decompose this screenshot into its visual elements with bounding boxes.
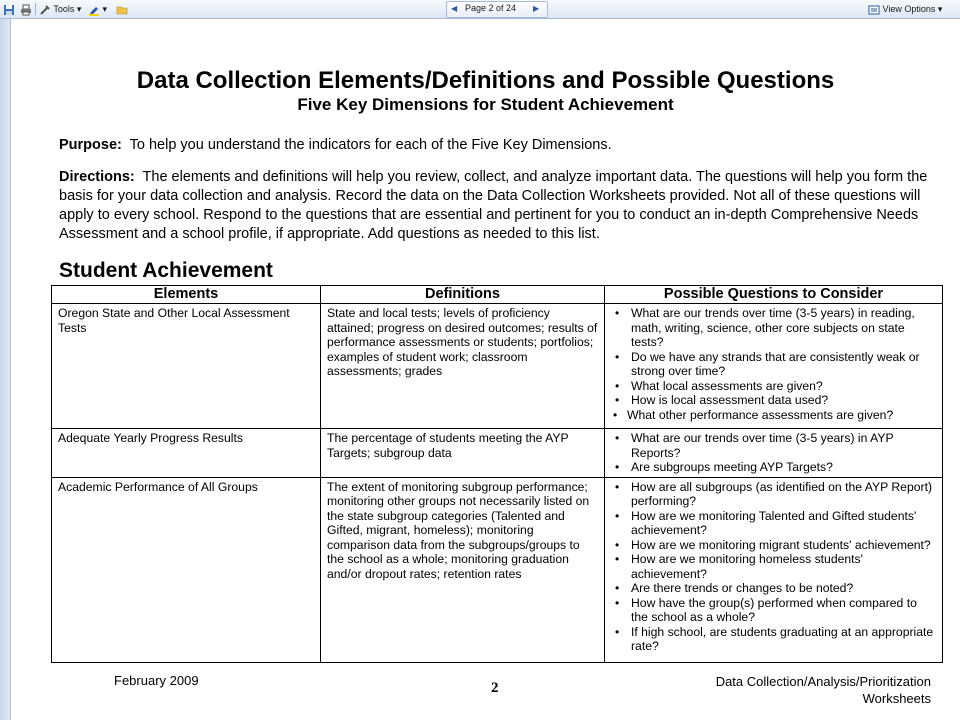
header-elements: Elements — [52, 286, 321, 304]
questions-cell — [605, 304, 943, 429]
element-cell: Academic Performance of All Groups — [52, 477, 321, 662]
table-row — [52, 429, 943, 478]
list-item: • What are our trends over time (3-5 years) in AYP Reports? — [611, 431, 936, 460]
directions-paragraph — [59, 168, 939, 244]
list-item: • What other performance assessments are given? — [611, 408, 936, 423]
footer-document-name — [711, 673, 931, 707]
achievement-table — [51, 285, 943, 663]
section-heading: Student Achievement — [59, 259, 273, 282]
highlighter-button[interactable]: ▾ — [88, 1, 107, 17]
purpose-text: To help you understand the indicators for each of the Five Key Dimensions. — [129, 137, 612, 153]
list-item: • How are all subgroups (as identified on the AYP Report) performing? — [611, 480, 936, 509]
list-item: • If high school, are students graduating at an appropriate rate? — [611, 625, 936, 654]
purpose-label: Purpose: — [59, 137, 122, 153]
page-indicator[interactable]: Page 2 of 24 — [465, 3, 517, 13]
footer-right-line2: Worksheets — [862, 691, 931, 706]
purpose-paragraph — [59, 136, 939, 155]
directions-text: The elements and definitions will help you review, collect, and analyze important data. The questions will help you form the basis for your data collection and analysis. Record the data on the Data Collection Worksheets provided. Not all of these questions will apply to every school. Respond to the questions that are essential and pertinent for you to conduct an in-depth Comprehensive Needs Assessment and a school profile, if appropriate. Add questions as needed to this list. — [59, 169, 928, 242]
element-cell: Adequate Yearly Progress Results — [52, 429, 321, 478]
table-header-row — [52, 286, 943, 304]
questions-cell — [605, 429, 943, 478]
list-item: • Do we have any strands that are consistently weak or strong over time? — [611, 350, 936, 379]
list-item: • How are we monitoring migrant students' achievement? — [611, 538, 936, 553]
definition-cell: State and local tests; levels of proficiency attained; progress on desired outcomes; results of performance assessments or students; portfolios; examples of student work; classroom assessments; grades — [321, 304, 605, 429]
folder-icon[interactable] — [116, 1, 128, 17]
list-item: • Are subgroups meeting AYP Targets? — [611, 460, 936, 475]
list-item: • What local assessments are given? — [611, 379, 936, 394]
list-item: • Are there trends or changes to be noted? — [611, 581, 936, 596]
document-title: Data Collection Elements/Definitions and Possible Questions — [136, 67, 835, 94]
viewer-toolbar — [0, 0, 960, 19]
list-item: • How are we monitoring Talented and Gifted students' achievement? — [611, 509, 936, 538]
definition-cell: The percentage of students meeting the AYP Targets; subgroup data — [321, 429, 605, 478]
print-icon[interactable] — [20, 1, 32, 17]
footer-page-number: 2 — [491, 680, 499, 696]
save-icon[interactable] — [3, 1, 15, 17]
list-item: • What are our trends over time (3-5 years) in reading, math, writing, science, other core subjects on state tests? — [611, 306, 936, 350]
list-item: • How have the group(s) performed when compared to the school as a whole? — [611, 596, 936, 625]
footer-date: February 2009 — [114, 673, 199, 688]
view-options-button[interactable]: View Options ▾ — [868, 1, 942, 17]
tools-menu-button[interactable]: Tools ▾ — [39, 1, 81, 17]
highlighter-icon — [88, 4, 100, 16]
tools-label: Tools — [53, 4, 75, 14]
questions-cell — [605, 477, 943, 662]
left-gutter — [0, 19, 11, 720]
definition-cell: The extent of monitoring subgroup performance; monitoring other groups not necessarily listed on the state subgroup categories (Talented and Gifted, migrant, homeless); monitoring comparison data from the subgroups/groups to the school as a whole; monitoring graduation and/or dropout rates; retention rates — [321, 477, 605, 662]
document-subtitle: Five Key Dimensions for Student Achievement — [297, 95, 674, 114]
page-navigator — [446, 1, 548, 18]
table-row — [52, 304, 943, 429]
next-page-icon[interactable]: ▶ — [533, 4, 540, 13]
element-cell: Oregon State and Other Local Assessment Tests — [52, 304, 321, 429]
list-item: • How are we monitoring homeless students' achievement? — [611, 552, 936, 581]
view-options-icon — [868, 4, 880, 16]
table-row — [52, 477, 943, 662]
footer-right-line1: Data Collection/Analysis/Prioritization — [715, 674, 931, 689]
view-options-label: View Options — [882, 4, 936, 14]
directions-label: Directions: — [59, 169, 135, 185]
header-definitions: Definitions — [321, 286, 605, 304]
document-page — [11, 19, 960, 720]
header-questions: Possible Questions to Consider — [605, 286, 943, 304]
prev-page-icon[interactable]: ◀ — [451, 4, 458, 13]
tools-icon — [39, 4, 51, 16]
list-item: • How is local assessment data used? — [611, 393, 936, 408]
